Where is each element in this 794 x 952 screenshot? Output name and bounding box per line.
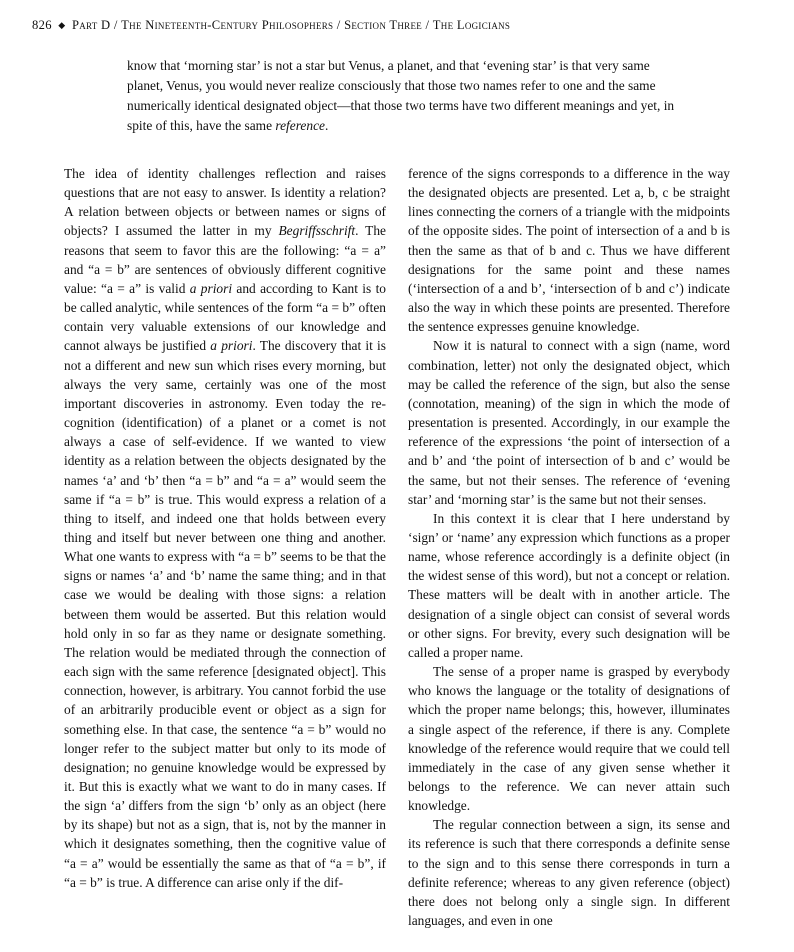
quote-text-end: . (324, 118, 329, 133)
quote-text: know that ‘morning star’ is not a star but Venus, a planet, and that ‘evening star’ is that very same planet, Venus, you would never realize consciously that those two names refer to one and the same numerically identical designated object—that those two terms have two different meanings and yet, in spite of this, have the same (127, 58, 675, 133)
italic-text: Begriffsschrift (278, 223, 356, 239)
section-label: Section Three (344, 18, 423, 32)
italic-text: a priori (189, 280, 233, 296)
paragraph: In this context it is clear that I here understand by ‘sign’ or ‘name’ any expression which functions as a proper name, whose reference accordingly is a definite object (in the widest sense of this word), but not a concept or relation. These matters will be dealt with in another article. The designation of a single object can consist of several words or other signs. For brevity, every such designation will be called a proper name. (408, 510, 730, 660)
running-header (32, 18, 774, 33)
text-run: The idea of identity challenges reflection and raises questions that are not easy to answer. Is identity a relation? A relation between objects or between names or signs of objects? I assumed the latter in my (64, 166, 386, 239)
header-separator: / (113, 18, 118, 32)
paragraph (64, 164, 386, 892)
paragraph: ference of the signs corresponds to a difference in the way the designated objects are presented. Let a, b, c be straight lines connecting the corners of a triangle with the midpoints of the opposite sides. The point of intersection of a and b is then the same as that of b and c. Thus we have different designations for the same point and these names (‘intersection of a and b’, ‘intersection of b and c’) indicate also the way in which these points are presented. Therefore the sentence expresses genuine knowledge. (408, 166, 730, 335)
paragraph: The sense of a proper name is grasped by everybody who knows the language or the totality of designations of which the proper name belongs; this, however, illuminates a single aspect of the reference, if there is any. Complete knowledge of the reference would require that we could tell immediately in the case of any given sense whether it belongs to the reference. We can never attain such knowledge. (408, 664, 730, 814)
text-run: . The reasons that seem to favor this are the following: “a = a” and “a = b” are sentences of obviously different cognitive value: “a = a” is valid (64, 223, 386, 296)
left-column (64, 164, 386, 892)
text-run: and according to Kant is to be called analytic, while sentences of the form “a = b” often contain very valuable extensions of our knowledge and cannot always be justified (64, 280, 386, 354)
part-title: The Nineteenth-Century Philosophers (121, 18, 334, 32)
diamond-icon: ◆ (58, 20, 66, 30)
paragraph: The regular connection between a sign, its sense and its reference is such that there corresponds a definite sense to the sign and to this sense there corresponds in turn a definite reference; whereas to any given reference (object) there does not belong only a single sign. In different languages, and even in one (408, 817, 730, 929)
text-run: . The discovery that it is not a different and new sun which rises every morning, but always the very same, certainly was one of the most important discoveries in astronomy. Even today the re-cognition (identification) of a planet or a comet is not always a case of self-evidence. If we wanted to view identity as a relation between the objects designated by the names ‘a’ and ‘b’ then “a = b” and “a = a” would seem the same if “a = b” is true. This would express a relation of a thing to itself, and indeed one that holds between every thing and itself but never between one thing and another. What one wants to express with “a = b” seems to be that the signs or names ‘a’ and ‘b’ name the same thing; and in that case we would be dealing with those signs: a relation between them would be asserted. But this relation would hold only in so far as they name or designate something. The relation would be mediated through the connection of each sign with the same reference [designated object]. This connection, however, is arbitrary. You cannot forbid the use of an arbitrarily producible event or object as a sign for something else. In that case, the sentence “a = b” would no longer refer to the subject matter but only to its mode of designation; no genuine knowledge would be expressed by it. But this is exactly what we want to do in many cases. If the sign ‘a’ differs from the sign ‘b’ only as an object (here by its shape) but not as a sign, that is, not by the manner in which it designates something, then the cognitive value of “a = a” would be essentially the same as that of “a = b”, if “a = b” is true. A difference can arise only if the dif- (64, 338, 386, 890)
section-title: The Logicians (432, 18, 511, 32)
header-separator: / (336, 18, 341, 32)
header-separator: / (425, 18, 430, 32)
right-column (408, 164, 730, 930)
italic-text: a priori (210, 338, 253, 354)
paragraph: Now it is natural to connect with a sign (name, word combination, letter) not only the designated object, which may be called the reference of the sign, but also the sense (connotation, meaning) of the sign in which the mode of presentation is presented. Accordingly, in our example the reference of the expressions ‘the point of intersection of a and b’ and ‘the point of intersection of b and c’ would be the same, but not their senses. The reference of ‘evening star’ and ‘morning star’ is the same but not their senses. (408, 338, 730, 507)
quote-emphasis: reference (275, 118, 325, 133)
block-quote (127, 56, 687, 136)
part-label: Part D (71, 18, 111, 32)
page-number: 826 (32, 18, 52, 32)
